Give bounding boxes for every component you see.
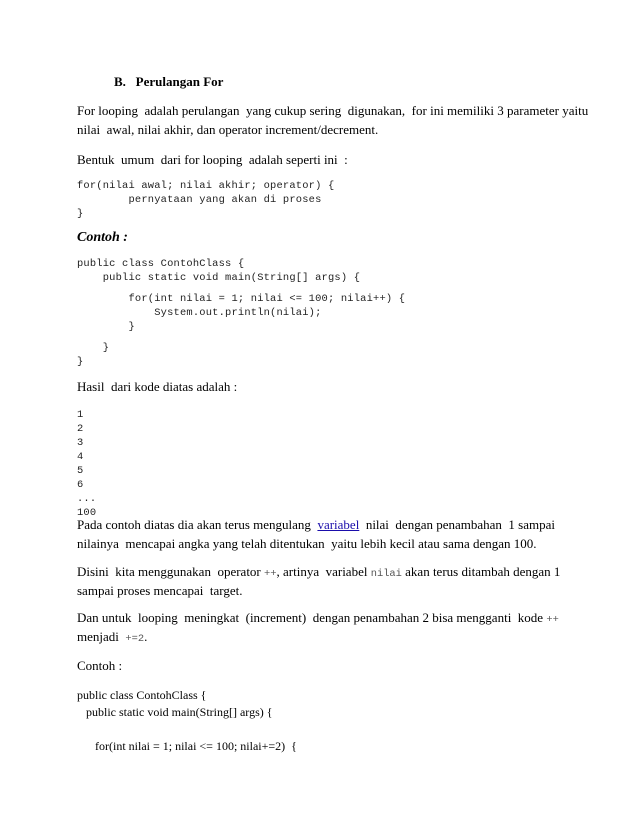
variabel-link[interactable]: variabel bbox=[317, 517, 360, 532]
code-line: public static void main(String[] args) { bbox=[77, 272, 361, 284]
text-span: Pada contoh diatas dia akan terus mengulang bbox=[77, 517, 318, 532]
section-title: Perulangan For bbox=[135, 74, 224, 89]
paragraph-operator-line-2: sampai proses mencapai target. bbox=[77, 583, 243, 598]
code-line: } bbox=[77, 208, 84, 220]
code-line: for(int nilai = 1; nilai <= 100; nilai+=2) { bbox=[77, 739, 297, 753]
output-line: 4 bbox=[77, 451, 84, 463]
output-line: 5 bbox=[77, 465, 84, 477]
inline-code: ++ bbox=[264, 568, 277, 580]
paragraph-syntax-intro: Bentuk umum dari for looping adalah seperti ini : bbox=[77, 152, 348, 167]
text-span: Dan untuk looping meningkat (increment) dengan penambahan 2 bisa mengganti kode bbox=[77, 610, 547, 625]
output-line: 1 bbox=[77, 409, 84, 421]
example-heading: Contoh : bbox=[77, 230, 128, 245]
code-line: public class ContohClass { bbox=[77, 258, 245, 270]
text-span: . bbox=[144, 629, 148, 644]
output-line: 6 bbox=[77, 479, 84, 491]
code-line: } bbox=[77, 356, 84, 368]
section-letter: B. bbox=[114, 74, 126, 89]
code-line: } bbox=[77, 321, 135, 333]
output-line: 100 bbox=[77, 507, 97, 519]
output-line: 3 bbox=[77, 437, 84, 449]
inline-code: ++ bbox=[546, 614, 559, 626]
output-line: 2 bbox=[77, 423, 84, 435]
text-span: nilai dengan penambahan 1 sampai bbox=[359, 517, 555, 532]
code-line: for(int nilai = 1; nilai <= 100; nilai++) { bbox=[77, 293, 406, 305]
paragraph-intro-line-2: nilai awal, nilai akhir, dan operator increment/decrement. bbox=[77, 122, 379, 137]
text-span: menjadi bbox=[77, 629, 126, 644]
paragraph-explanation-line-1 bbox=[77, 515, 555, 534]
code-line: for(nilai awal; nilai akhir; operator) { bbox=[77, 180, 335, 192]
text-span: , artinya variabel bbox=[276, 564, 371, 579]
inline-code: nilai bbox=[370, 568, 402, 580]
paragraph-increment-line-1 bbox=[77, 608, 559, 630]
code-line: public class ContohClass { bbox=[77, 688, 207, 702]
paragraph-intro-line-1: For looping adalah perulangan yang cukup sering digunakan, for ini memiliki 3 parameter yaitu bbox=[77, 103, 589, 118]
code-line: pernyataan yang akan di proses bbox=[77, 194, 322, 206]
section-heading bbox=[114, 72, 223, 91]
output-line: ... bbox=[77, 493, 97, 505]
example2-heading: Contoh : bbox=[77, 658, 123, 673]
paragraph-result: Hasil dari kode diatas adalah : bbox=[77, 379, 238, 394]
code-line: System.out.println(nilai); bbox=[77, 307, 322, 319]
code-line: public static void main(String[] args) { bbox=[77, 705, 273, 719]
text-span: akan terus ditambah dengan 1 bbox=[401, 564, 561, 579]
code-line: } bbox=[77, 342, 110, 354]
paragraph-increment-line-2 bbox=[77, 627, 147, 649]
text-span: Disini kita menggunakan operator bbox=[77, 564, 265, 579]
paragraph-explanation-line-2: nilainya mencapai angka yang telah ditentukan yaitu lebih kecil atau sama dengan 100. bbox=[77, 536, 537, 551]
inline-code: +=2 bbox=[125, 633, 145, 645]
